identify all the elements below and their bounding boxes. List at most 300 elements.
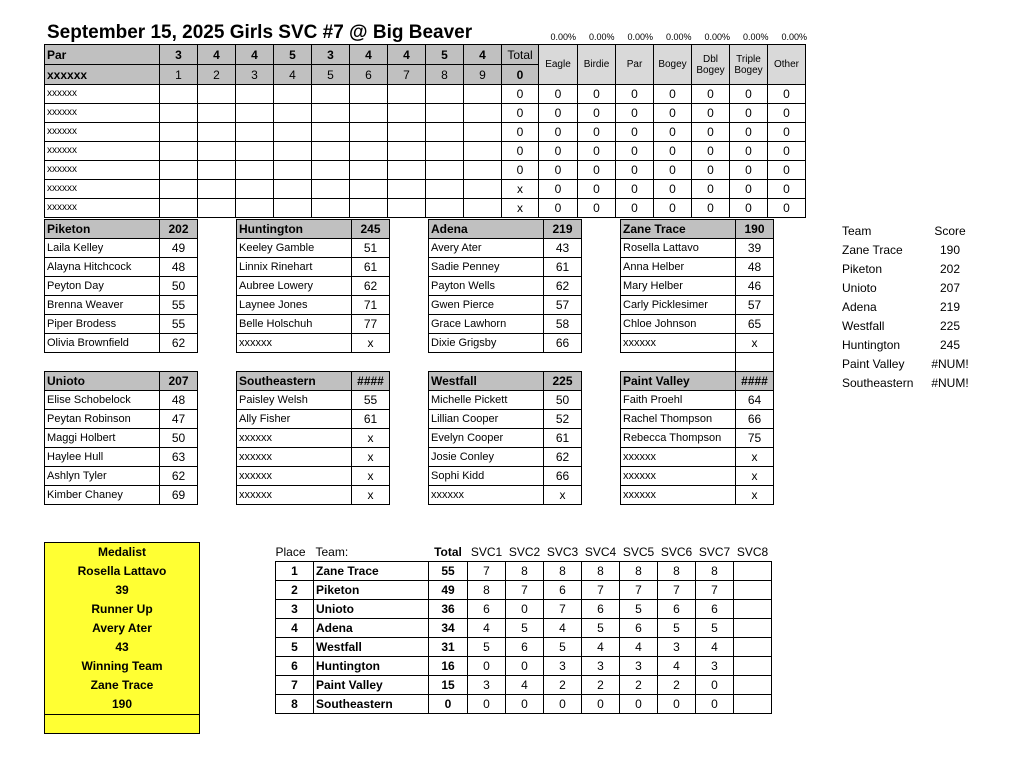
stat-count: 0 [768,142,806,161]
team-header: Team: [315,545,349,559]
par-value: 4 [236,45,274,65]
player-score: 61 [544,258,582,277]
team-header: Team [842,223,872,238]
hole-score-cell [426,104,464,123]
player-row [429,296,582,315]
standings-row [276,581,772,600]
player-score: 43 [544,239,582,258]
stat-count: 0 [692,104,730,123]
team-score-row [842,240,980,259]
player-name: Peytan Robinson [45,410,160,429]
team-name: Southeastern [237,372,352,391]
player-score: x [736,467,774,486]
player-row [237,315,390,334]
svc-points: 0 [506,657,544,676]
team-header-row [237,220,390,239]
standings-row [276,676,772,695]
svc-points: 0 [620,695,658,714]
hole-score-cell [312,123,350,142]
team-name: Huntington [237,220,352,239]
svc-points: 4 [620,638,658,657]
player-row [45,239,198,258]
standings-row [276,600,772,619]
hole-score-cell [312,199,350,218]
stat-count: 0 [654,123,692,142]
par-value: 4 [198,45,236,65]
player-name: Carly Picklesimer [621,296,736,315]
player-name: xxxxxx [621,467,736,486]
stat-count: 0 [578,180,616,199]
team-name: Piketon [314,581,429,600]
player-row [45,334,198,353]
svc-points: 4 [582,638,620,657]
team-score: 225 [939,318,961,333]
player-row [621,486,774,505]
hole-number: 9 [464,65,502,85]
player-score: 55 [160,296,198,315]
stat-count: 0 [768,161,806,180]
par-value: 4 [350,45,388,65]
hole-score-cell [350,180,388,199]
player-row [429,467,582,486]
player-row [429,429,582,448]
svc-points [734,562,772,581]
player-name: xxxxxx [45,199,160,218]
hole-score-cell [274,199,312,218]
team-score-header [842,221,980,240]
stat-count: 0 [730,142,768,161]
hole-score-cell [160,142,198,161]
hole-score-cell [274,161,312,180]
team-total: 225 [544,372,582,391]
hole-score-cell [198,123,236,142]
player-score: 51 [352,239,390,258]
player-name: Faith Proehl [621,391,736,410]
player-score: 52 [544,410,582,429]
stat-count: 0 [654,142,692,161]
svc-points [734,619,772,638]
svc-points: 6 [696,600,734,619]
player-total: 0 [502,104,539,123]
other-header: Other [768,45,806,85]
team-name: Adena [429,220,544,239]
par-value: 4 [388,45,426,65]
stat-count: 0 [616,180,654,199]
hole-number: 6 [350,65,388,85]
team-name: Unioto [314,600,429,619]
svc-points: 5 [582,619,620,638]
team-total: 245 [352,220,390,239]
stat-count: 0 [578,161,616,180]
hole-score-cell [198,104,236,123]
svc-points: 5 [658,619,696,638]
team-name: Unioto [842,280,877,295]
team-score-row [842,278,980,297]
stat-count: 0 [730,85,768,104]
svc-points: 7 [696,581,734,600]
hole-score-cell [426,123,464,142]
player-score: 55 [352,391,390,410]
standings-row [276,562,772,581]
player-score: x [352,486,390,505]
player-total: 0 [502,142,539,161]
player-name: Rebecca Thompson [621,429,736,448]
player-row [621,334,774,353]
player-name: xxxxxx [237,486,352,505]
total-header: Total [434,545,462,559]
hole-score-cell [464,199,502,218]
par-value: 3 [160,45,198,65]
svc-points: 6 [544,581,582,600]
hole-score-cell [388,199,426,218]
stat-count: 0 [539,123,578,142]
bogey-header: Bogey [654,45,692,85]
player-score: 63 [160,448,198,467]
player-score: 46 [736,277,774,296]
team-header-row [429,220,582,239]
svc-points: 8 [506,562,544,581]
player-score: x [352,429,390,448]
svc-points [734,676,772,695]
svc-points: 5 [506,619,544,638]
standings-row [276,638,772,657]
player-name: Rosella Lattavo [621,239,736,258]
hole-number: 3 [236,65,274,85]
team-name: Piketon [842,261,883,276]
svc-points: 6 [582,600,620,619]
player-row [237,277,390,296]
hole-score-cell [464,85,502,104]
svc-points: 0 [544,695,582,714]
team-table-unioto [44,371,198,505]
stat-count: 0 [539,142,578,161]
team-score-row [842,316,980,335]
player-row [45,486,198,505]
player-score: 55 [160,315,198,334]
player-row [621,391,774,410]
player-name: Linnix Rinehart [237,258,352,277]
team-name: Westfall [314,638,429,657]
svc-points: 0 [696,676,734,695]
player-name: Grace Lawhorn [429,315,544,334]
scorecard-row [45,180,806,199]
svc-header: SVC5 [622,545,655,559]
hole-score-cell [464,142,502,161]
svc-points: 0 [468,657,506,676]
hole-score-cell [426,199,464,218]
player-score: 69 [160,486,198,505]
standings-row [276,695,772,714]
par-pct: 0.00% [627,32,654,42]
svc-points: 7 [582,581,620,600]
stat-count: 0 [654,85,692,104]
player-name: xxxxxx [45,104,160,123]
scorecard-row [45,123,806,142]
team-name: Huntington [842,337,901,352]
player-name: Rachel Thompson [621,410,736,429]
stat-count: 0 [768,85,806,104]
team-total: 219 [544,220,582,239]
player-score: x [352,448,390,467]
player-name: Anna Helber [621,258,736,277]
stat-count: 0 [654,161,692,180]
team-total: 190 [736,220,774,239]
stat-count: 0 [616,123,654,142]
stat-count: 0 [730,199,768,218]
player-score: 47 [160,410,198,429]
player-name: xxxxxx [45,142,160,161]
player-row [621,315,774,334]
player-name: xxxxxx [45,123,160,142]
svc-points: 3 [544,657,582,676]
player-name: Kimber Chaney [45,486,160,505]
player-row [429,334,582,353]
player-name: Michelle Pickett [429,391,544,410]
player-name: Lillian Cooper [429,410,544,429]
team-header-row [45,372,198,391]
scorecard-row [45,142,806,161]
hole-score-cell [350,104,388,123]
player-name: Elise Schobelock [45,391,160,410]
team-name: Zane Trace [314,562,429,581]
team-table-southeastern [236,371,390,505]
stat-count: 0 [730,104,768,123]
svc-header: SVC7 [698,545,731,559]
player-name: xxxxxx [237,467,352,486]
par-value: 5 [426,45,464,65]
empty-cell [736,353,774,372]
place: 5 [276,638,314,657]
team-name: Southeastern [314,695,429,714]
stat-count: 0 [616,85,654,104]
scorecard-row [45,104,806,123]
player-total: 0 [502,161,539,180]
team-score-row [842,373,980,392]
player-name: Belle Holschuh [237,315,352,334]
player-row [621,429,774,448]
team-header-row [45,220,198,239]
svc-points: 2 [658,676,696,695]
player-row [237,296,390,315]
svc-points: 7 [468,562,506,581]
player-name: xxxxxx [237,334,352,353]
par-value: 5 [274,45,312,65]
player-score: x [736,334,774,353]
par-header: Par [616,45,654,85]
player-row [429,391,582,410]
other-pct: 0.00% [781,32,808,42]
team-header-row [429,372,582,391]
hole-score-cell [312,142,350,161]
player-row [237,258,390,277]
hole-score-cell [236,161,274,180]
player-row [621,258,774,277]
stat-count: 0 [578,123,616,142]
stat-count: 0 [578,142,616,161]
hole-score-cell [464,104,502,123]
stat-count: 0 [539,104,578,123]
hole-score-cell [198,161,236,180]
team-score: 190 [939,242,961,257]
stat-count: 0 [768,104,806,123]
team-header-row [237,372,390,391]
team-score: #NUM! [931,356,969,371]
player-row [45,296,198,315]
hole-score-cell [160,123,198,142]
stat-count: 0 [730,123,768,142]
team-name: Paint Valley [314,676,429,695]
team-total: #### [352,372,390,391]
total-value: 0 [502,65,539,85]
team-score: #NUM! [931,375,969,390]
team-score: 219 [939,299,961,314]
player-row [621,239,774,258]
player-row [621,467,774,486]
team-score: 245 [939,337,961,352]
hole-score-cell [236,199,274,218]
player-name: Brenna Weaver [45,296,160,315]
stat-count: 0 [578,85,616,104]
hole-score-cell [274,180,312,199]
player-total: x [502,180,539,199]
team-table-westfall [428,371,582,505]
player-score: x [352,467,390,486]
player-row [237,239,390,258]
stat-count: 0 [768,123,806,142]
stat-count: 0 [730,180,768,199]
place-header: Place [275,545,306,559]
stat-count: 0 [768,199,806,218]
team-total: #### [736,372,774,391]
svc-points: 4 [506,676,544,695]
player-name: Ashlyn Tyler [45,467,160,486]
winning-team-score: 190 [111,697,133,711]
hole-score-cell [426,85,464,104]
hole-score-cell [198,142,236,161]
svc-points: 4 [468,619,506,638]
player-row [237,448,390,467]
svc-points: 8 [468,581,506,600]
player-row [45,448,198,467]
hole-score-cell [464,123,502,142]
hole-score-cell [236,104,274,123]
stat-count: 0 [768,180,806,199]
player-score: 64 [736,391,774,410]
player-score: 62 [544,448,582,467]
player-score: 71 [352,296,390,315]
svc-points: 4 [658,657,696,676]
hole-score-cell [426,161,464,180]
birdie-header: Birdie [578,45,616,85]
place: 4 [276,619,314,638]
player-row [45,410,198,429]
team-name: Westfall [842,318,885,333]
hole-score-cell [464,180,502,199]
scorecard-table [44,44,806,218]
standings-header [276,543,772,562]
svc-points [734,581,772,600]
stat-count: 0 [578,199,616,218]
hole-number: 2 [198,65,236,85]
svc-points: 5 [620,600,658,619]
medalist-box [44,542,200,734]
svc-points [734,600,772,619]
hole-score-cell [388,123,426,142]
player-name: Payton Wells [429,277,544,296]
stat-count: 0 [616,142,654,161]
svc-points: 8 [620,562,658,581]
player-total: 0 [502,123,539,142]
stat-count: 0 [692,85,730,104]
svc-points [734,695,772,714]
player-row [237,334,390,353]
par-row [45,45,806,65]
stat-count: 0 [539,180,578,199]
team-name: Adena [842,299,877,314]
runner-up-score: 43 [115,640,129,654]
dbl-bogey-header: Dbl Bogey [692,45,730,85]
player-score: x [352,334,390,353]
hole-score-cell [160,180,198,199]
player-name: xxxxxx [621,334,736,353]
standings-row [276,657,772,676]
winning-team-label: Winning Team [81,659,163,673]
player-name: Josie Conley [429,448,544,467]
dbl-bogey-pct: 0.00% [704,32,731,42]
hole-number: 4 [274,65,312,85]
winning-team-name: Zane Trace [90,678,154,692]
hole-score-cell [160,85,198,104]
player-name: Gwen Pierce [429,296,544,315]
player-row [45,429,198,448]
team-table-zane-trace [620,219,774,372]
svc-points: 7 [544,600,582,619]
player-row [429,486,582,505]
svc-points: 2 [620,676,658,695]
hole-score-cell [350,123,388,142]
svc-header: SVC3 [546,545,579,559]
svc-points: 0 [468,695,506,714]
player-score: 50 [160,277,198,296]
runner-up-label: Runner Up [91,602,153,616]
svc-header: SVC1 [470,545,503,559]
player-score: 75 [736,429,774,448]
player-score: 66 [544,334,582,353]
player-name: Olivia Brownfield [45,334,160,353]
svc-points: 3 [582,657,620,676]
hole-score-cell [236,180,274,199]
svc-points: 5 [468,638,506,657]
team-name: Zane Trace [842,242,903,257]
hole-score-cell [160,161,198,180]
hole-score-cell [350,142,388,161]
stat-count: 0 [692,180,730,199]
svc-points: 3 [658,638,696,657]
team-table-adena [428,219,582,353]
player-row [621,448,774,467]
svc-points: 3 [468,676,506,695]
team-name: Paint Valley [621,372,736,391]
team-name: Adena [314,619,429,638]
stat-count: 0 [616,199,654,218]
team-header-row [621,372,774,391]
hole-score-cell [160,199,198,218]
player-name: Aubree Lowery [237,277,352,296]
place: 2 [276,581,314,600]
hole-score-cell [464,161,502,180]
player-row [429,258,582,277]
player-row [45,391,198,410]
